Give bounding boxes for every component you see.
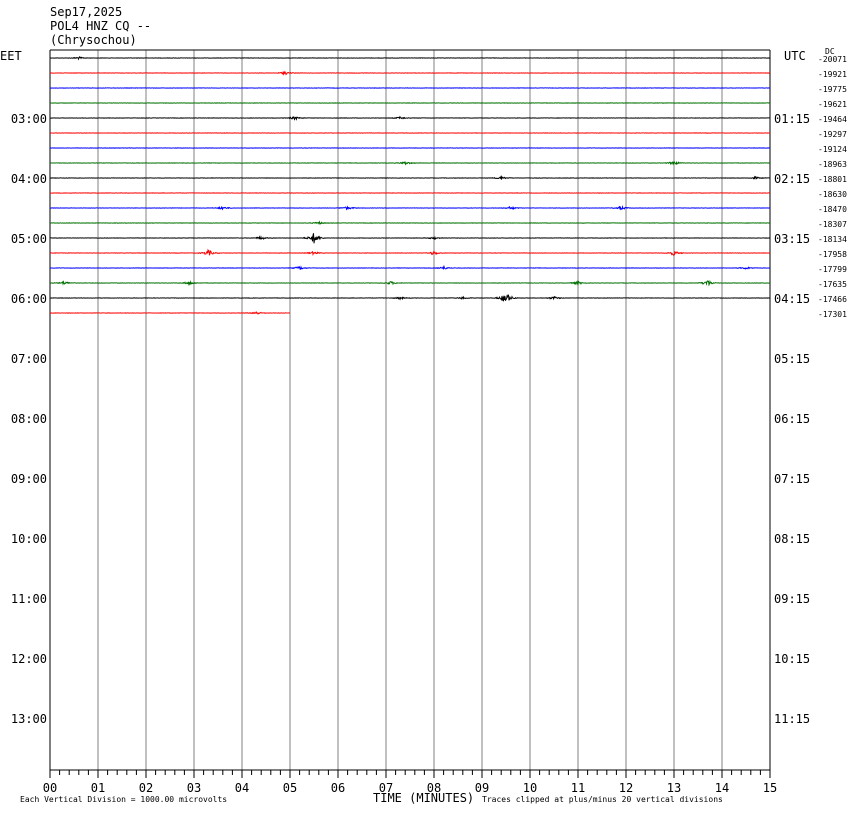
dc-offset-label: -18963 <box>818 160 847 169</box>
dc-offset-label: -17301 <box>818 310 847 319</box>
x-tick-label: 15 <box>762 781 778 795</box>
right-hour-label: 07:15 <box>774 472 811 486</box>
dc-offset-label: -17635 <box>818 280 847 289</box>
dc-offset-label: -17799 <box>818 265 847 274</box>
dc-offset-label: -19775 <box>818 85 847 94</box>
left-hour-label: 12:00 <box>10 652 47 666</box>
right-hour-label: 03:15 <box>774 232 811 246</box>
dc-offset-label: -17466 <box>818 295 847 304</box>
right-hour-label: 04:15 <box>774 292 811 306</box>
x-tick-label: 13 <box>666 781 682 795</box>
right-hour-label: 08:15 <box>774 532 811 546</box>
x-tick-label: 05 <box>282 781 298 795</box>
dc-offset-label: -18630 <box>818 190 847 199</box>
dc-offset-label: -19464 <box>818 115 847 124</box>
seismic-trace <box>50 117 770 120</box>
x-tick-label: 01 <box>90 781 106 795</box>
right-hour-label: 06:15 <box>774 412 811 426</box>
left-hour-label: 04:00 <box>10 172 47 186</box>
seismic-trace <box>50 72 770 75</box>
seismic-trace <box>50 250 770 255</box>
x-tick-label: 04 <box>234 781 250 795</box>
station-location: (Chrysochou) <box>50 33 137 47</box>
dc-offset-label: -18470 <box>818 205 847 214</box>
seismic-trace <box>50 207 770 210</box>
right-hour-label: 05:15 <box>774 352 811 366</box>
x-tick-label: 06 <box>330 781 346 795</box>
left-hour-label: 05:00 <box>10 232 47 246</box>
station-code: POL4 HNZ CQ -- <box>50 19 152 33</box>
left-hour-label: 06:00 <box>10 292 47 306</box>
left-hour-label: 13:00 <box>10 712 47 726</box>
seismic-trace <box>50 281 770 285</box>
left-hour-label: 07:00 <box>10 352 47 366</box>
dc-offset-label: -18134 <box>818 235 847 244</box>
x-tick-label: 02 <box>138 781 154 795</box>
x-tick-label: 03 <box>186 781 202 795</box>
seismic-trace <box>50 162 770 165</box>
dc-offset-label: -19921 <box>818 70 847 79</box>
left-timezone-label: EET <box>0 49 22 63</box>
right-hour-label: 11:15 <box>774 712 811 726</box>
plot-date: Sep17,2025 <box>50 5 123 19</box>
x-tick-label: 08 <box>426 781 442 795</box>
dc-offset-label: -19297 <box>818 130 847 139</box>
dc-offset-label: -18801 <box>818 175 847 184</box>
x-tick-label: 00 <box>42 781 58 795</box>
dc-offset-label: -19621 <box>818 100 847 109</box>
x-tick-label: 12 <box>618 781 634 795</box>
right-hour-label: 01:15 <box>774 112 811 126</box>
seismic-trace <box>50 267 770 270</box>
left-hour-label: 09:00 <box>10 472 47 486</box>
dc-offset-label: -17958 <box>818 250 847 259</box>
right-hour-label: 10:15 <box>774 652 811 666</box>
x-tick-label: 14 <box>714 781 730 795</box>
left-hour-label: 10:00 <box>10 532 47 546</box>
x-axis-title: TIME (MINUTES) <box>373 791 475 805</box>
right-timezone-label: UTC <box>784 49 806 63</box>
seismic-trace <box>50 222 770 224</box>
seismic-trace <box>50 312 290 314</box>
x-tick-label: 09 <box>474 781 490 795</box>
dc-offset-label: -20071 <box>818 55 847 64</box>
seismic-trace <box>50 295 770 301</box>
seismic-trace <box>50 177 770 180</box>
seismic-trace <box>50 233 770 243</box>
left-hour-label: 03:00 <box>10 112 47 126</box>
dc-offset-label: -18307 <box>818 220 847 229</box>
seismic-trace <box>50 57 770 59</box>
x-tick-label: 07 <box>378 781 394 795</box>
scale-note: Each Vertical Division = 1000.00 microvolts <box>20 795 228 804</box>
x-tick-label: 10 <box>522 781 538 795</box>
clip-note: Traces clipped at plus/minus 20 vertical divisions <box>482 795 723 804</box>
x-tick-label: 11 <box>570 781 586 795</box>
dc-offset-label: -19124 <box>818 145 847 154</box>
right-hour-label: 02:15 <box>774 172 811 186</box>
left-hour-label: 11:00 <box>10 592 47 606</box>
dc-label: DC <box>825 47 835 56</box>
left-hour-label: 08:00 <box>10 412 47 426</box>
right-hour-label: 09:15 <box>774 592 811 606</box>
